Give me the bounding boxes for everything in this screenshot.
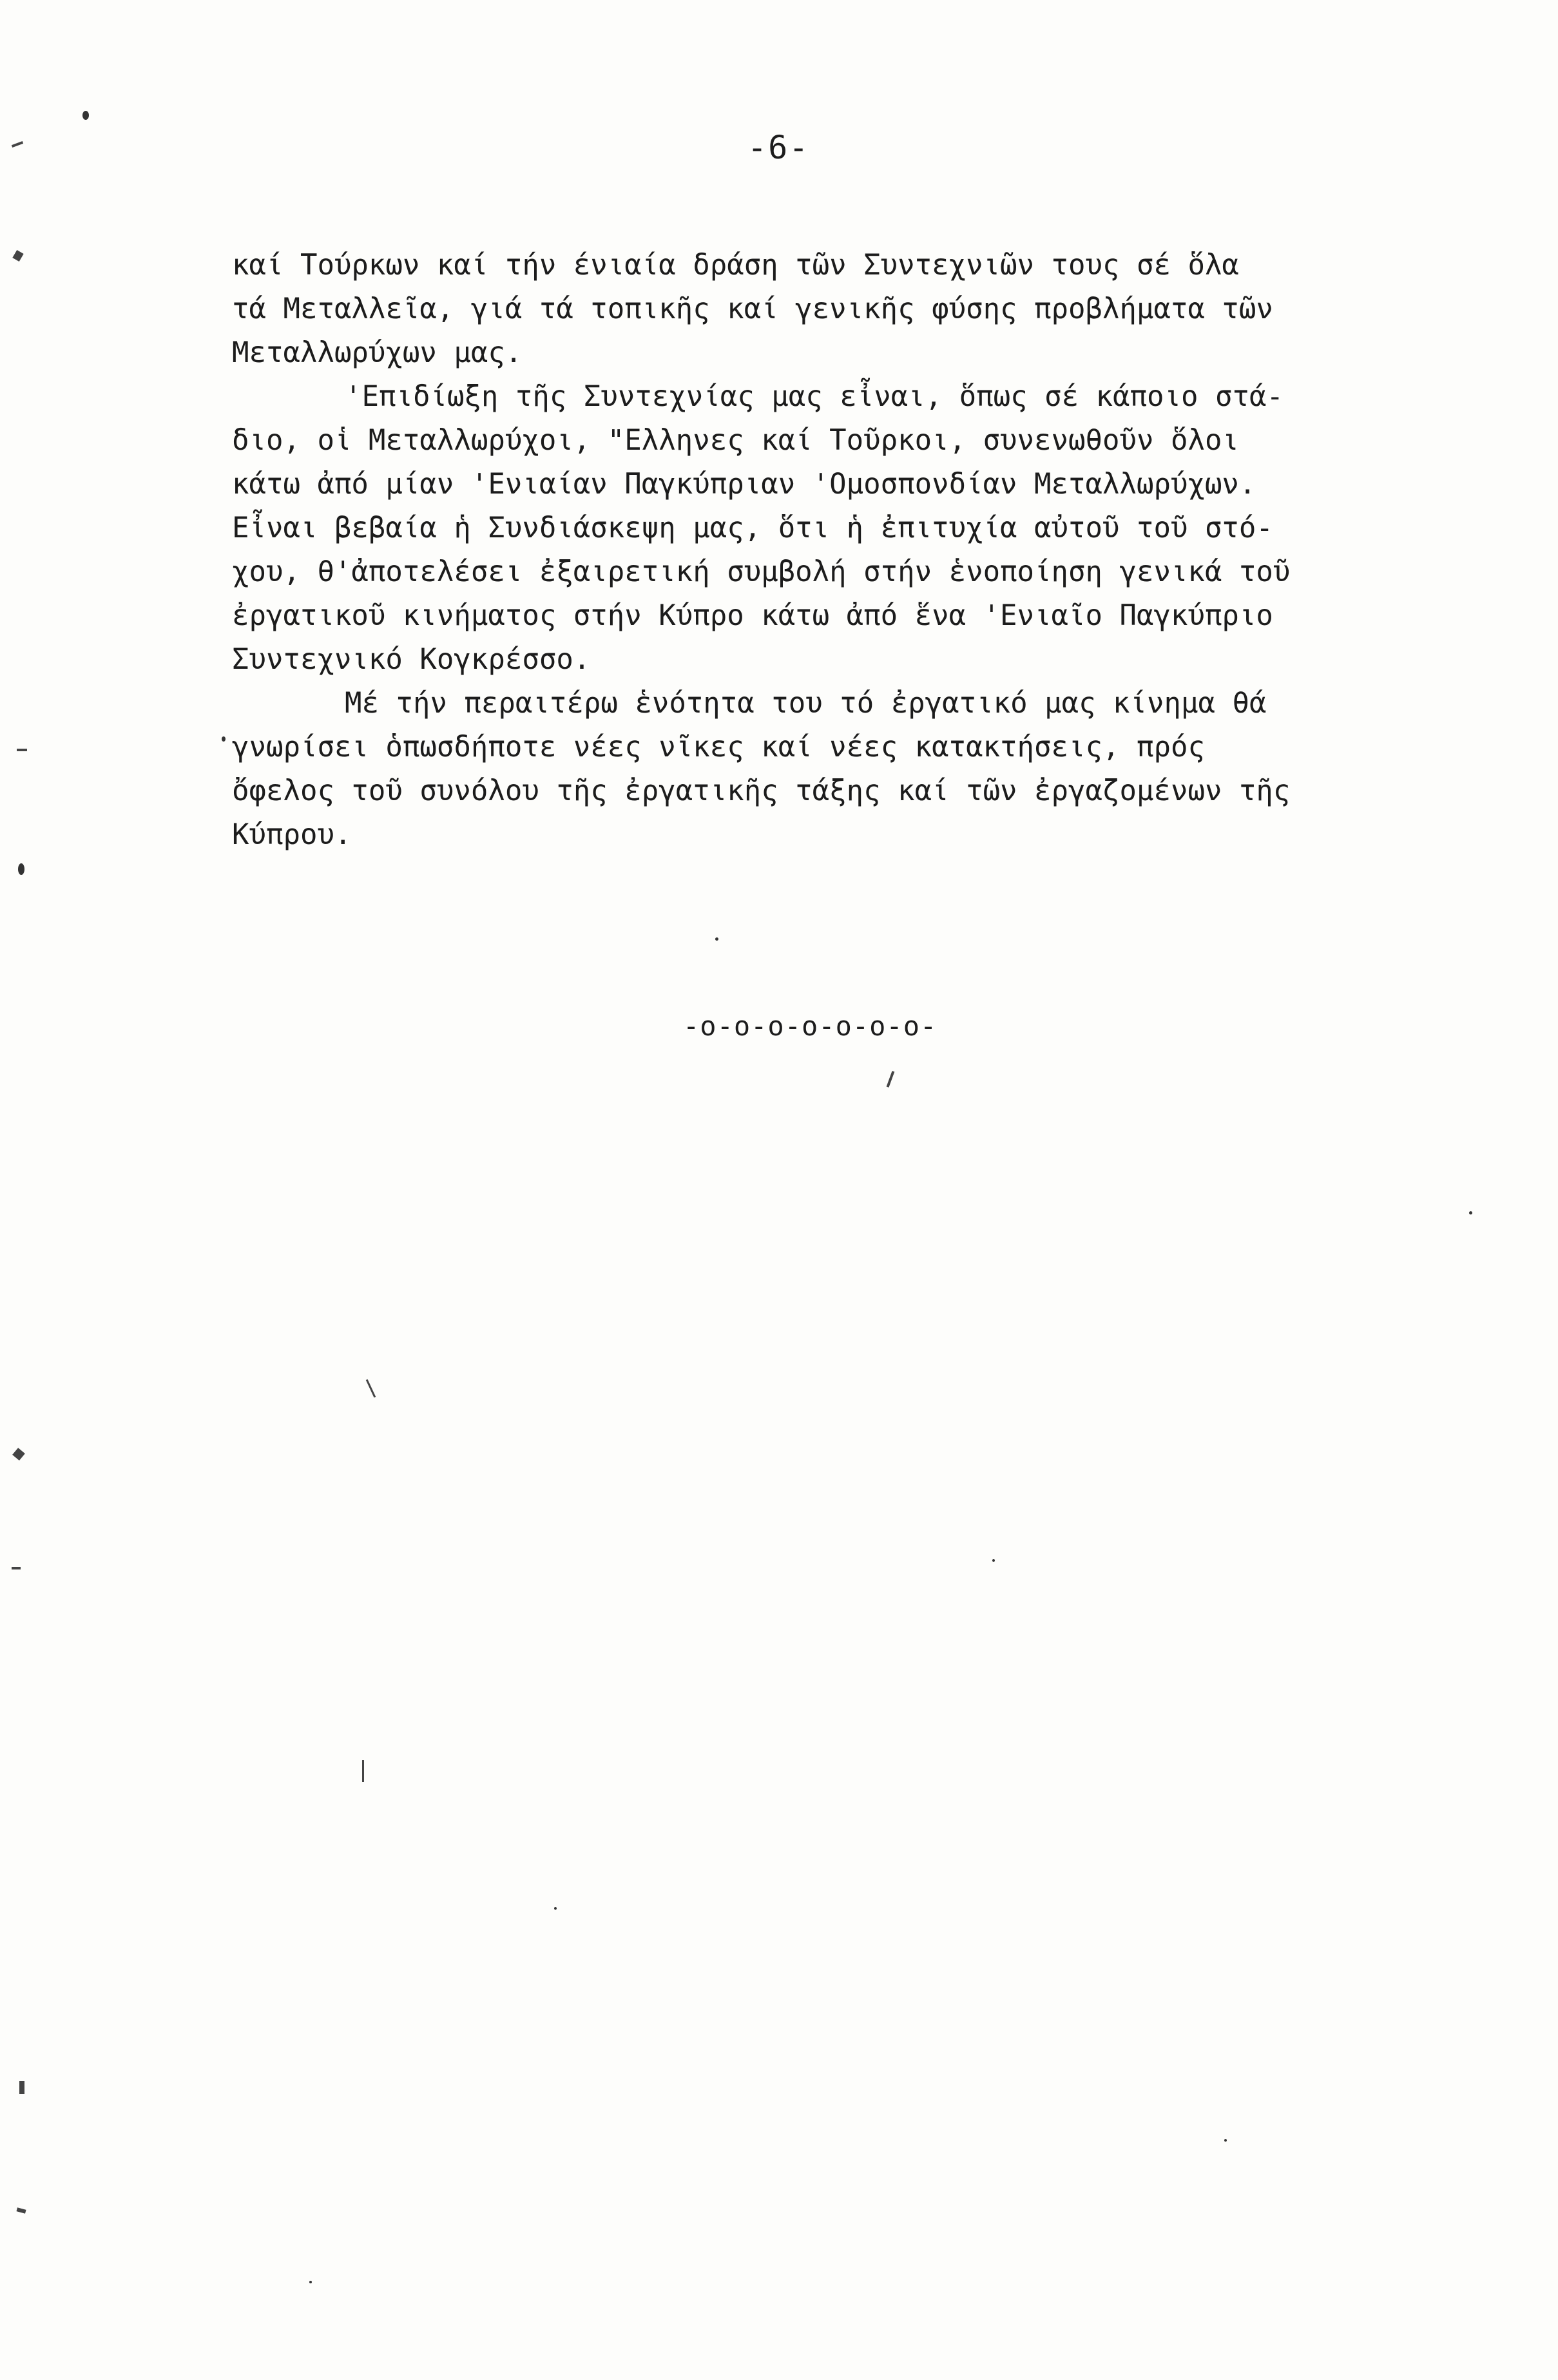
- paragraph-2-line-7: Συντεχνικό Κογκρέσσο.: [232, 643, 591, 676]
- scan-mark: [16, 2207, 26, 2213]
- paragraph-3-line-4: Κύπρου.: [232, 818, 352, 851]
- paragraph-1-line-1: καί Τούρκων καί τήν ένιαία δράση τῶν Συντεχνιῶν τους σέ ὅλα: [232, 249, 1239, 282]
- scan-mark: [362, 1760, 364, 1782]
- paragraph-1-line-3: Μεταλλωρύχων μας.: [232, 336, 523, 369]
- paragraph-2-line-1: 'Επιδίωξη τῆς Συντεχνίας μας εἶναι, ὅπως σέ κάποιο στά-: [345, 380, 1284, 413]
- scan-mark: [12, 141, 23, 148]
- scan-mark: [366, 1379, 376, 1397]
- paragraph-1-line-2: τά Μεταλλεῖα, γιά τά τοπικῆς καί γενικῆς φύσης προβλήματα τῶν: [232, 293, 1273, 325]
- paragraph-3-line-2: γνωρίσει ὁπωσδήποτε νέες νῖκες καί νέες κατακτήσεις, πρός: [232, 731, 1205, 763]
- section-separator: -o-o-o-o-o-o-o-: [683, 1010, 938, 1042]
- scan-speck: [309, 2281, 312, 2283]
- scan-speck: [18, 863, 24, 875]
- scan-speck: [1469, 1211, 1472, 1214]
- scan-speck: [715, 937, 718, 941]
- page-number: -6-: [747, 129, 810, 166]
- paragraph-3-line-1: Μέ τήν περαιτέρω ἑνότητα του τό ἐργατικό μας κίνημα θά: [345, 687, 1267, 720]
- scan-mark: [12, 1567, 21, 1569]
- paragraph-3-line-3: ὄφελος τοῦ συνόλου τῆς ἐργατικῆς τάξης καί τῶν ἐργαζομένων τῆς: [232, 774, 1291, 807]
- paragraph-2-line-2: διο, οἱ Μεταλλωρύχοι, "Ελληνες καί Τοῦρκοι, συνενωθοῦν ὅλοι: [232, 424, 1239, 457]
- scan-mark: [887, 1071, 895, 1088]
- scan-mark: [17, 749, 27, 751]
- paragraph-2-line-4: Εἶναι βεβαία ἡ Συνδιάσκεψη μας, ὅτι ἡ ἐπιτυχία αὐτοῦ τοῦ στό-: [232, 512, 1273, 544]
- scan-mark: [12, 1448, 25, 1461]
- scan-speck: [1224, 2139, 1227, 2142]
- paragraph-2-line-3: κάτω ἀπό μίαν 'Ενιαίαν Παγκύπριαν 'Ομοσπονδίαν Μεταλλωρύχων.: [232, 468, 1256, 501]
- paragraph-2-line-5: χου, θ'ἀποτελέσει ἐξαιρετική συμβολή στήν ἑνοποίηση γενικά τοῦ: [232, 555, 1291, 588]
- scan-speck: [222, 736, 226, 742]
- paragraph-2-line-6: ἐργατικοῦ κινήματος στήν Κύπρο κάτω ἀπό ἕνα 'Ενιαῖο Παγκύπριο: [232, 599, 1273, 632]
- scan-speck: [82, 111, 89, 120]
- body-text: [232, 244, 1456, 857]
- scan-speck: [992, 1559, 995, 1562]
- scan-speck: [554, 1907, 557, 1910]
- scan-mark: [12, 250, 23, 262]
- scan-mark: [19, 2081, 24, 2094]
